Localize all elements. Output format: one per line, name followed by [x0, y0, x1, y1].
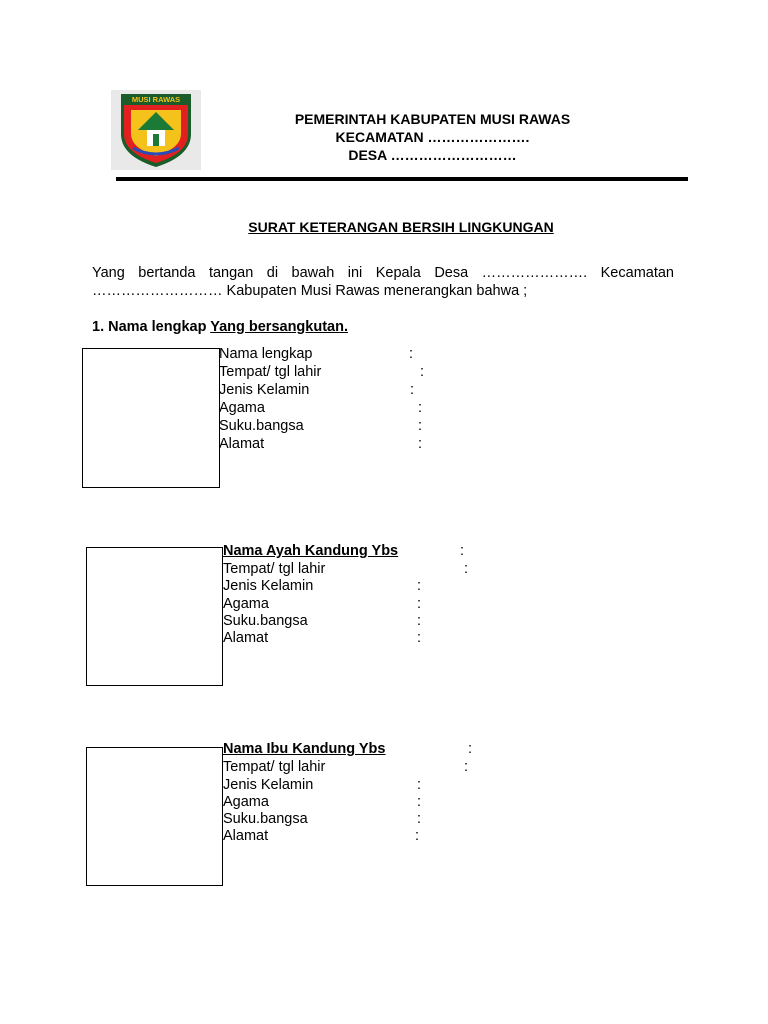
field-colon: : — [418, 400, 423, 416]
field-colon: : — [417, 630, 422, 646]
field-colon: : — [418, 418, 423, 434]
field-colon: : — [418, 436, 423, 452]
field-colon: : — [468, 741, 473, 757]
field-colon: : — [464, 759, 469, 775]
mother-heading: Nama Ibu Kandung Ybs — [223, 741, 386, 757]
field-label: Suku.bangsa — [223, 613, 308, 629]
section-1-heading — [92, 319, 348, 335]
intro-line-2: ……………………… Kabupaten Musi Rawas menerangkan bahwa ; — [92, 283, 528, 299]
section-1-number: 1. Nama lengkap — [92, 319, 211, 335]
document-title: SURAT KETERANGAN BERSIH LINGKUNGAN — [248, 219, 554, 235]
father-heading: Nama Ayah Kandung Ybs — [223, 543, 399, 559]
field-label: Jenis Kelamin — [223, 578, 314, 594]
field-colon: : — [464, 561, 469, 577]
field-colon: : — [417, 578, 422, 594]
field-label: Alamat — [223, 630, 269, 646]
field-colon: : — [417, 613, 422, 629]
field-colon: : — [409, 346, 414, 362]
field-label: Suku.bangsa — [223, 811, 308, 827]
field-label: Tempat/ tgl lahir — [223, 759, 326, 775]
field-label: Jenis Kelamin — [223, 777, 314, 793]
musi-rawas-emblem — [111, 90, 201, 170]
field-colon: : — [417, 794, 422, 810]
field-label: Agama — [219, 400, 265, 416]
field-label: Suku.bangsa — [219, 418, 304, 434]
field-label: Tempat/ tgl lahir — [219, 364, 322, 380]
field-colon: : — [415, 828, 420, 844]
photo-box-person — [82, 348, 220, 488]
section-1-title: Yang bersangkutan. — [210, 319, 348, 335]
header-desa: DESA ……………………… — [348, 147, 517, 163]
field-colon: : — [420, 364, 425, 380]
svg-text:MUSI RAWAS: MUSI RAWAS — [131, 95, 181, 104]
field-label: Jenis Kelamin — [219, 382, 310, 398]
header-kecamatan: KECAMATAN …………………. — [335, 129, 530, 145]
photo-box-father — [86, 547, 223, 686]
header-divider — [116, 177, 688, 181]
field-label: Alamat — [223, 828, 269, 844]
field-colon: : — [417, 811, 422, 827]
field-label: Tempat/ tgl lahir — [223, 561, 326, 577]
field-colon: : — [417, 596, 422, 612]
field-label: Agama — [223, 596, 269, 612]
header-government: PEMERINTAH KABUPATEN MUSI RAWAS — [294, 111, 571, 127]
field-colon: : — [417, 777, 422, 793]
field-label: Agama — [223, 794, 269, 810]
field-label: Nama lengkap — [219, 346, 313, 362]
photo-box-mother — [86, 747, 223, 886]
intro-line-1: Yang bertanda tangan di bawah ini Kepala Desa …………………. Kecamatan — [92, 265, 674, 281]
field-colon: : — [460, 543, 465, 559]
field-label: Alamat — [219, 436, 265, 452]
field-colon: : — [410, 382, 415, 398]
